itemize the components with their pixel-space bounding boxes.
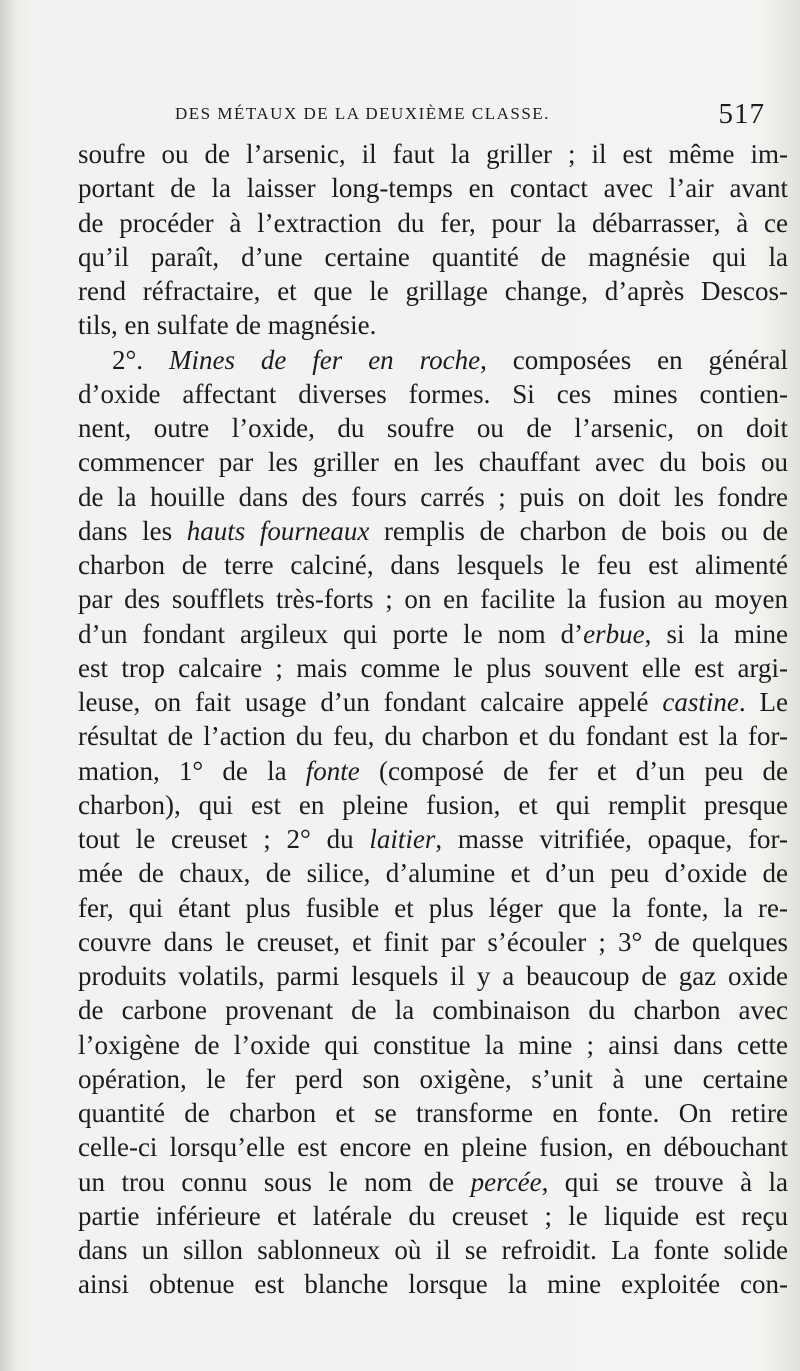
text-run: nent, outre l’oxide, du soufre ou de l’arsenic, on doit [78, 413, 788, 443]
page-number: 517 [718, 98, 765, 130]
text-run: quantité de charbon et se transforme en fonte. On retire [78, 1098, 788, 1128]
text-line [78, 343, 788, 377]
text-line [78, 993, 788, 1027]
text-run: , si la mine [644, 618, 788, 649]
text-run: est trop calcaire ; mais comme le plus souvent elle est argi- [78, 652, 788, 683]
text-run: , qui se trouve à la [541, 1166, 788, 1197]
text-run: remplis de charbon de bois ou de [369, 515, 789, 546]
text-run: d’oxide affectant diverses formes. Si ces mines contien- [78, 378, 788, 409]
text-run: , masse vitrifiée, opaque, for- [435, 824, 788, 854]
text-run: tils, en sulfate de magnésie. [78, 310, 377, 341]
text-run: 2°. [112, 344, 169, 375]
text-run: fer, qui étant plus fusible et plus léger que la fonte, la re- [78, 892, 788, 923]
text-run: résultat de l’action du feu, du charbon et du fondant est la for- [78, 721, 788, 752]
text-line [78, 754, 788, 788]
text-line [78, 274, 788, 308]
text-run: charbon de terre calciné, dans lesquels le feu est alimenté [78, 550, 788, 580]
text-line [78, 1267, 788, 1301]
text-run: dans les [78, 515, 187, 546]
page-header [175, 98, 765, 138]
text-run: qu’il paraît, d’une certaine quantité de magnésie qui la [78, 241, 788, 272]
text-run: un trou connu sous le nom de [78, 1166, 471, 1197]
text-run: charbon), qui est en pleine fusion, et qui remplit presque [78, 789, 788, 820]
text-run: dans un sillon sablonneux où il se refroidit. La fonte solide [78, 1235, 788, 1265]
italic-term: fonte [305, 755, 360, 786]
text-run: tout le creuset ; 2° du [78, 824, 370, 854]
text-run: leuse, on fait usage d’un fondant calcaire appelé [78, 687, 663, 717]
text-run: celle-ci lorsqu’elle est encore en pleine fusion, en débouchant [78, 1132, 788, 1163]
text-run: (composé de fer et d’un peu de [359, 755, 788, 786]
text-run: , composées en général [480, 344, 788, 375]
text-line [78, 1028, 788, 1062]
text-run: . Le [738, 687, 789, 717]
text-run: de la houille dans des fours carrés ; puis on doit les fondre [78, 481, 788, 512]
running-title: DES MÉTAUX DE LA DEUXIÈME CLASSE. [175, 104, 550, 123]
text-run: mation, 1° de la [78, 755, 306, 786]
text-line [78, 822, 788, 856]
text-run: produits volatils, parmi lesquels il y a beaucoup de gaz oxide [78, 961, 788, 991]
text-line [78, 411, 788, 445]
text-run: ainsi obtenue est blanche lorsque la mine exploitée con- [78, 1269, 788, 1300]
text-run: opération, le fer perd son oxigène, s’unit à une certaine [78, 1063, 788, 1094]
text-line [78, 1233, 788, 1267]
text-line [78, 891, 788, 925]
text-run: de procéder à l’extraction du fer, pour la débarrasser, à ce [78, 207, 788, 238]
text-line [78, 925, 788, 959]
text-line [78, 788, 788, 822]
text-line [78, 1199, 788, 1233]
page-gutter-shadow [0, 0, 14, 1371]
italic-term: castine [662, 687, 739, 717]
text-line [78, 1096, 788, 1130]
text-run: partie inférieure et latérale du creuset ; le liquide est reçu [78, 1200, 788, 1231]
text-run: portant de la laisser long-temps en contact avec l’air avant [78, 173, 788, 204]
text-run: couvre dans le creuset, et finit par s’écouler ; 3° de quelques [78, 926, 788, 957]
text-line [78, 651, 788, 685]
italic-term: hauts fourneaux [186, 515, 370, 546]
text-line [78, 617, 788, 651]
text-line [78, 719, 788, 753]
italic-term: Mines de fer en roche [168, 344, 481, 375]
text-line [78, 548, 788, 582]
text-line [78, 137, 788, 171]
text-run: rend réfractaire, et que le grillage change, d’après Descos- [78, 276, 788, 306]
text-run: commencer par les griller en les chauffant avec du bois ou [78, 447, 788, 478]
text-line [78, 1165, 788, 1199]
text-run: par des soufflets très-forts ; on en facilite la fusion au moyen [78, 584, 788, 615]
text-run: de carbone provenant de la combinaison du charbon avec [78, 995, 788, 1026]
italic-term: laitier [369, 824, 436, 854]
text-run: d’un fondant argileux qui porte le nom d’ [78, 618, 584, 649]
text-line [78, 480, 788, 514]
italic-term: erbue [583, 618, 645, 649]
text-line [78, 206, 788, 240]
text-line [78, 240, 788, 274]
text-line [78, 445, 788, 479]
text-line [78, 377, 788, 411]
text-line [78, 1130, 788, 1164]
text-line [78, 959, 788, 993]
text-line [78, 1062, 788, 1096]
text-line [78, 308, 788, 342]
body-text [78, 137, 788, 1302]
text-line [78, 856, 788, 890]
text-line [78, 685, 788, 719]
text-run: l’oxigène de l’oxide qui constitue la mine ; ainsi dans cette [78, 1029, 788, 1060]
text-line [78, 582, 788, 616]
text-run: soufre ou de l’arsenic, il faut la griller ; il est même im- [78, 139, 788, 169]
text-run: mée de chaux, de silice, d’alumine et d’un peu d’oxide de [78, 858, 788, 889]
italic-term: percée [470, 1166, 542, 1197]
text-line [78, 171, 788, 205]
text-line [78, 514, 788, 548]
